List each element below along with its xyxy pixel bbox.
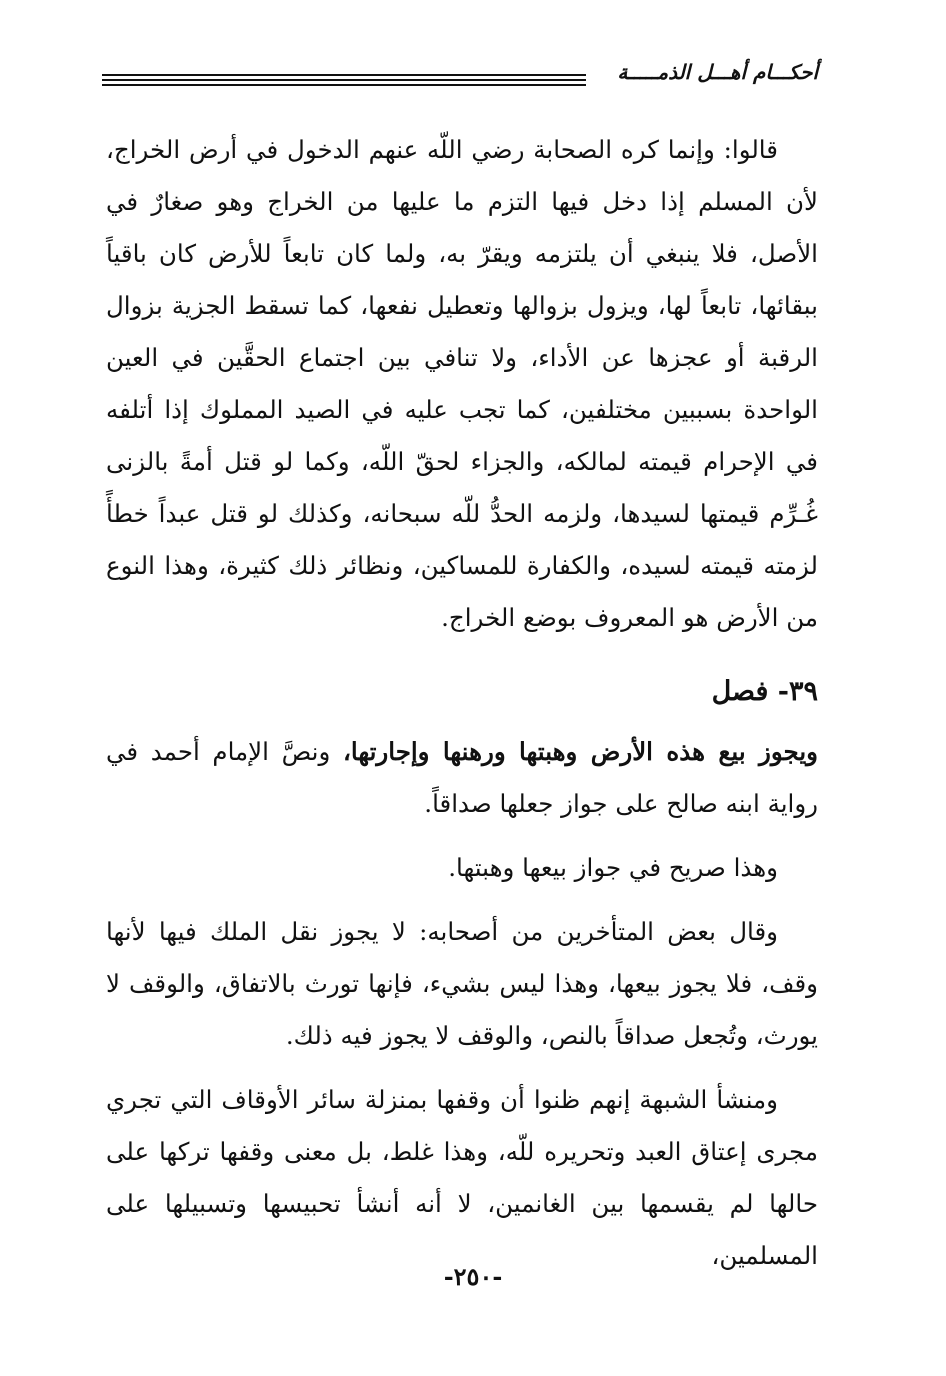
- spacer: [106, 894, 818, 906]
- section-heading: ٣٩- فصل: [711, 676, 818, 707]
- header-rule: [102, 79, 586, 81]
- paragraph-2-rest: ونصَّ الإمام أحمد في رواية ابنه صالح على جواز جعلها صداقاً.: [106, 737, 818, 818]
- paragraph-2: [106, 726, 818, 830]
- page-number: -٢٥٠-: [443, 1262, 503, 1291]
- header-rule: [102, 84, 586, 86]
- paragraph-3: وهذا صريح في جواز بيعها وهبتها.: [448, 853, 778, 882]
- spacer: [106, 1062, 818, 1074]
- running-header: [102, 54, 818, 94]
- page-body: [106, 124, 818, 1282]
- paragraph-2-bold-lead: ويجوز بيع هذه الأرض وهبتها ورهنها وإجارتها،: [342, 737, 818, 766]
- paragraph-1: قالوا: وإنما كره الصحابة رضي اللّه عنهم الدخول في أرض الخراج، لأن المسلم إذا دخل فيها التزم ما عليها من الخراج وهو صغارٌ في الأصل، فلا ينبغي أن يلتزمه ويقرّ به، ولما كان تابعاً للأرض كان باقياً ببقائها، تابعاً لها، ويزول بزوالها وتعطيل نفعها، كما تسقط الجزية بزوال الرقبة أو عجزها عن الأداء، ولا تنافي بين اجتماع الحقَّين في العين الواحدة بسببين مختلفين، كما تجب عليه في الصيد المملوك إذا أتلفه في الإحرام قيمته لمالكه، والجزاء لحقّ اللّه، وكما لو قتل أمةً بالزنى غُـرِّم قيمتها لسيدها، ولزمه الحدُّ للّه سبحانه، وكذلك لو قتل عبداً خطأً لزمته قيمته لسيده، والكفارة للمساكين، ونظائر ذلك كثيرة، وهذا النوع من الأرض هو المعروف بوضع الخراج.: [106, 135, 818, 632]
- header-rule: [102, 74, 586, 76]
- paragraph-4: وقال بعض المتأخرين من أصحابه: لا يجوز نقل الملك فيها لأنها وقف، فلا يجوز بيعها، وهذا ليس بشيء، فإنها تورث بالاتفاق، والوقف لا يورث، وتُجعل صداقاً بالنص، والوقف لا يجوز فيه ذلك.: [106, 917, 818, 1050]
- spacer: [106, 830, 818, 842]
- header-title: أحكـــام أهـــل الذمـــــة: [617, 60, 818, 84]
- paragraph-5: ومنشأ الشبهة إنهم ظنوا أن وقفها بمنزلة سائر الأوقاف التي تجري مجرى إعتاق العبد وتحريره للّه، وهذا غلط، بل معنى وقفها تركها على حالها لم يقسمها بين الغانمين، لا أنه أنشأ تحبيسها وتسبيلها على المسلمين،: [106, 1085, 818, 1270]
